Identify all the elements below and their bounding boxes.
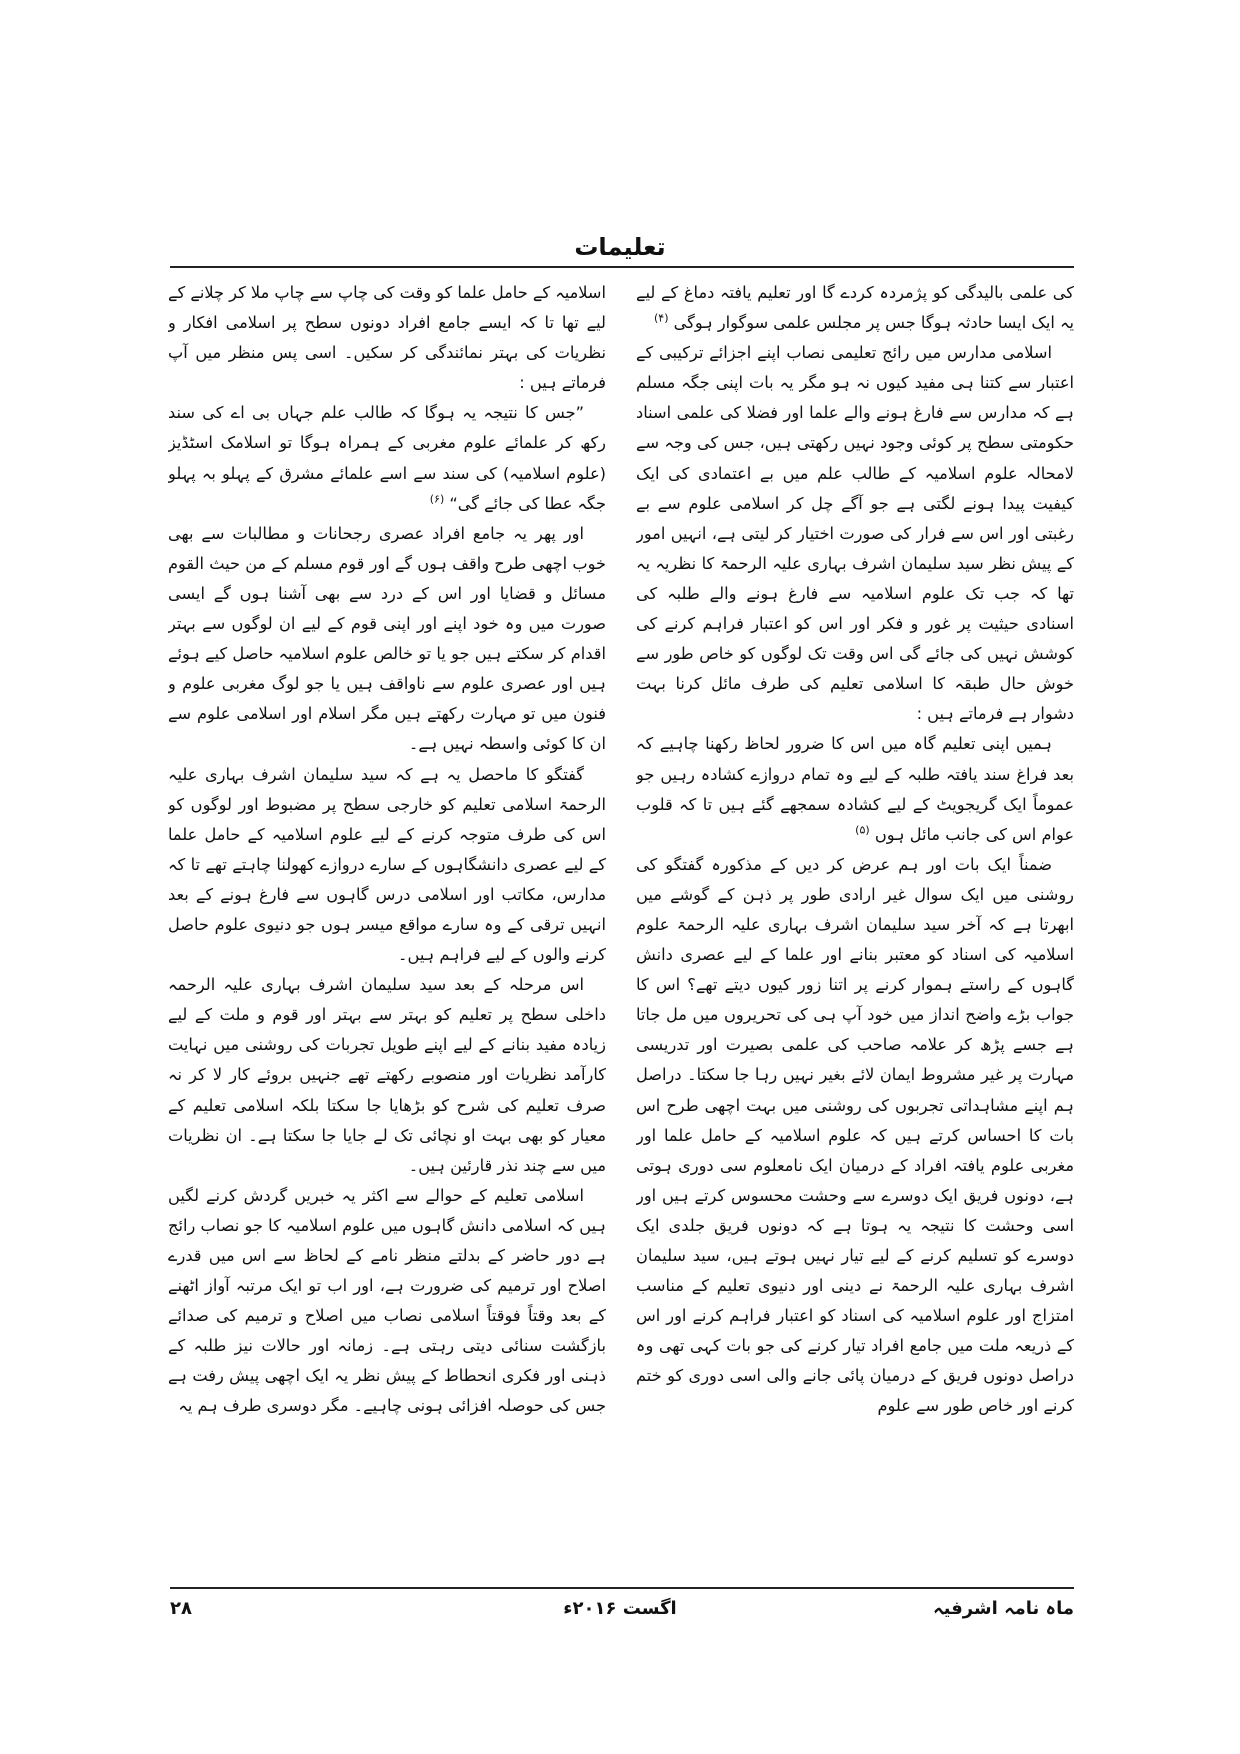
paragraph-text: ہمیں اپنی تعلیم گاہ میں اس کا ضرور لحاظ رکھنا چاہیے کہ بعد فراغ سند یافتہ طلبہ کے لیے وہ تمام دروازے کشادہ رہیں جو عموماً ایک گریجویٹ کے لیے کشادہ سمجھے گئے ہیں تا کہ قلوب عوام اس کی جانب مائل ہوں <box>636 734 1074 844</box>
header-rule <box>170 266 1074 268</box>
left-column <box>168 278 606 1578</box>
paragraph <box>168 519 606 760</box>
paragraph <box>636 278 1074 338</box>
paragraph-text: گفتگو کا ماحصل یہ ہے کہ سید سلیمان اشرف بہاری علیہ الرحمۃ اسلامی تعلیم کو خارجی سطح پر مضبوط اور لوگوں کو اس کی طرف متوجہ کرنے کے لیے علوم اسلامیہ کے حامل علما کے لیے عصری دانشگاہوں کے سارے دروازے کھولنا چاہتے تھے تا کہ مدارس، مکاتب اور اسلامی درس گاہوں سے فارغ ہونے کے بعد انہیں ترقی کے وہ سارے مواقع میسر ہوں جو دنیوی علوم حاصل کرنے والوں کے لیے فراہم ہیں۔ <box>168 764 606 965</box>
page-title: تعلیمات <box>574 233 666 261</box>
footnote-ref: (۴) <box>653 311 669 325</box>
paragraph <box>168 970 606 1181</box>
paragraph-text: اس مرحلہ کے بعد سید سلیمان اشرف بہاری علیہ الرحمہ داخلی سطح پر تعلیم کو بہتر سے بہتر اور قوم و ملت کے لیے زیادہ مفید بنانے کے لیے اپنے طویل تجربات کی روشنی میں نہایت کارآمد نظریات اور منصوبے رکھتے تھے جنہیں بروئے کار لا کر نہ صرف تعلیم کی شرح کو بڑھایا جا سکتا بلکہ اسلامی تعلیم کے معیار کو بھی بہت او نچائی تک لے جایا جا سکتا ہے۔ ان نظریات میں سے چند نذر قارئین ہیں۔ <box>168 975 606 1175</box>
footer-rule <box>170 1587 1074 1589</box>
paragraph-text: اسلامی مدارس میں رائج تعلیمی نصاب اپنے اجزائے ترکیبی کے اعتبار سے کتنا ہی مفید کیوں نہ ہو مگر یہ بات اپنی جگہ مسلم ہے کہ مدارس سے فارغ ہونے والے علما اور فضلا کی علمی اسناد حکومتی سطح پر کوئی وجود نہیں رکھتی ہیں، جس کی وجہ سے لامحالہ علوم اسلامیہ کے طالب علم میں بے اعتمادی کی ایک کیفیت پیدا ہونے لگتی ہے جو آگے چل کر اسلامی علوم سے بے رغبتی اور اس سے فرار کی صورت اختیار کر لیتی ہے، انہیں امور کے پیش نظر سید سلیمان اشرف بہاری علیہ الرحمۃ کا نظریہ یہ تھا کہ جب تک علوم اسلامیہ سے فارغ ہونے والے طلبہ کی اسنادی حیثیت پر غور و فکر اور اس کو اعتبار فراہم کرنے کی کوشش نہیں کی جائے گی اس وقت تک لوگوں کو خاص طور سے خوش حال طبقہ کا اسلامی تعلیم کی طرف مائل کرنا بہت دشوار ہے فرماتے ہیں : <box>636 343 1074 724</box>
paragraph-text: ضمناً ایک بات اور ہم عرض کر دیں کے مذکورہ گفتگو کی روشنی میں ایک سوال غیر ارادی طور پر ذہن کے گوشے میں ابھرتا ہے کہ آخر سید سلیمان اشرف بہاری علیہ الرحمۃ علوم اسلامیہ کی اسناد کو معتبر بنانے اور علما کے لیے عصری دانش گاہوں کے راستے ہموار کرنے پر اتنا زور کیوں دیتے تھے؟ اس کا جواب بڑے واضح انداز میں خود آپ ہی کی تحریروں میں مل جاتا ہے جسے پڑھ کر علامہ صاحب کی علمی بصیرت اور تدریسی مہارت پر غیر مشروط ایمان لائے بغیر نہیں رہا جا سکتا۔ دراصل ہم اپنے مشاہداتی تجربوں کی روشنی میں بہت اچھی طرح اس بات کا احساس کرتے ہیں کہ علوم اسلامیہ کے حامل علما اور مغربی علوم یافتہ افراد کے درمیان ایک نامعلوم سی دوری ہوتی ہے، دونوں فریق ایک دوسرے سے وحشت محسوس کرتے ہیں اور اسی وحشت کا نتیجہ یہ ہوتا ہے کہ دونوں فریق جلدی ایک دوسرے کو تسلیم کرنے کے لیے تیار نہیں ہوتے ہیں، سید سلیمان اشرف بہاری علیہ الرحمۃ نے دینی اور دنیوی تعلیم کے مناسب امتزاج اور علوم اسلامیہ کی اسناد کو اعتبار فراہم کرنے اور اس کے ذریعہ ملت میں جامع افراد تیار کرنے کی جو بات کہی تھی وہ دراصل دونوں فریق کے درمیان پائی جانے والی اسی دوری کو ختم کرنے اور خاص طور سے علوم <box>636 854 1074 1416</box>
paragraph <box>168 278 606 398</box>
quotation <box>636 729 1074 849</box>
paragraph <box>168 760 606 971</box>
paragraph-text: ”جس کا نتیجہ یہ ہوگا کہ طالب علم جہاں بی اے کی سند رکھ کر علمائے علوم مغربی کے ہمراہ ہوگا تو اسلامک اسٹڈیز (علوم اسلامیہ) کی سند سے اسے علمائے مشرق کے پہلو بہ پہلو جگہ عطا کی جائے گی“ <box>168 403 606 513</box>
paragraph-text: کی علمی بالیدگی کو پژمردہ کردے گا اور تعلیم یافتہ دماغ کے لیے یہ ایک ایسا حادثہ ہوگا جس پر مجلس علمی سوگوار ہوگی <box>636 283 1074 333</box>
paragraph <box>636 850 1074 1422</box>
paragraph <box>168 1181 606 1422</box>
paragraph <box>636 338 1074 729</box>
page-number: ۲۸ <box>170 1598 192 1619</box>
quotation <box>168 398 606 518</box>
paragraph-text: اسلامیہ کے حامل علما کو وقت کی چاپ سے چاپ ملا کر چلانے کے لیے تھا تا کہ ایسے جامع افراد دونوں سطح پر اسلامی افکار و نظریات کی بہتر نمائندگی کر سکیں۔ اسی پس منظر میں آپ فرماتے ہیں : <box>168 283 606 393</box>
paragraph-text: اسلامی تعلیم کے حوالے سے اکثر یہ خبریں گردش کرنے لگیں ہیں کہ اسلامی دانش گاہوں میں علوم اسلامیہ کا جو نصاب رائج ہے دور حاضر کے بدلتے منظر نامے کے لحاظ سے اس میں قدرے اصلاح اور ترمیم کی ضرورت ہے، اور اب تو ایک مرتبہ آواز اٹھنے کے بعد وقتاً فوقتاً اسلامی نصاب میں اصلاح و ترمیم کی صدائے بازگشت سنائی دیتی رہتی ہے۔ زمانہ اور حالات نیز طلبہ کے ذہنی اور فکری انحطاط کے پیش نظر یہ ایک اچھی پیش رفت ہے جس کی حوصلہ افزائی ہونی چاہیے۔ مگر دوسری طرف ہم یہ <box>168 1185 606 1416</box>
footnote-ref: (۶) <box>429 492 445 506</box>
right-column <box>636 278 1074 1578</box>
footnote-ref: (۵) <box>855 823 870 837</box>
issue-date: اگست ۲۰۱۶ء <box>563 1598 677 1619</box>
magazine-name: ماہ نامہ اشرفیہ <box>933 1598 1074 1619</box>
paragraph-text: اور پھر یہ جامع افراد عصری رجحانات و مطالبات سے بھی خوب اچھی طرح واقف ہوں گے اور قوم مسلم کے من حیث القوم مسائل و قضایا اور اس کے درد سے بھی آشنا ہوں گے ایسی صورت میں وہ خود اپنے اور اپنی قوم کے لیے ان لوگوں سے بہتر اقدام کر سکتے ہیں جو یا تو خالص علوم اسلامیہ حاصل کیے ہوئے ہیں اور عصری علوم سے ناواقف ہیں یا جو لوگ مغربی علوم و فنون میں تو مہارت رکھتے ہیں مگر اسلام اور اسلامی علوم سے ان کا کوئی واسطہ نہیں ہے۔ <box>168 523 606 754</box>
